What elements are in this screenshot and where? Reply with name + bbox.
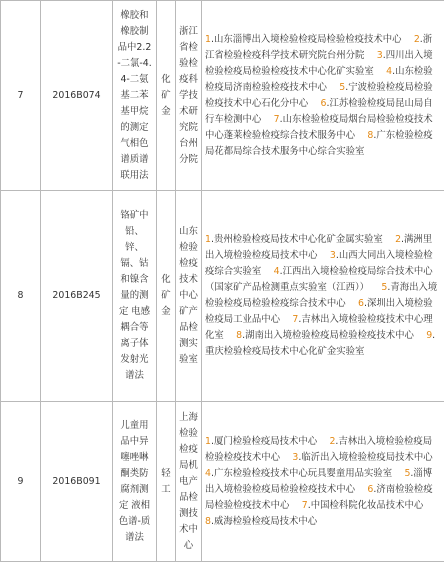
lab-number: 6 — [367, 484, 373, 495]
lab-number: 9 — [426, 330, 432, 341]
lab-name: 广东检验检疫局花都局综合技术服务中心综合实验室 — [205, 130, 433, 157]
lab-name: 广东检验检疫技术中心玩具婴童用品实验室 — [214, 468, 392, 479]
lab-item: 3.山西大同出入境检验检疫综合实验室 — [205, 250, 433, 277]
lead-organization: 上海检验检疫局机电产品检测技术中心 — [176, 402, 202, 562]
row-number: 9 — [1, 402, 41, 562]
lab-item: 1.贵州检验检疫局技术中心化矿金属实验室 — [205, 234, 383, 245]
lab-name: 浙江省检验检疫科学技术研究院台州分院 — [205, 34, 432, 61]
lab-number: 4 — [274, 266, 280, 277]
lab-number: 3 — [377, 50, 383, 61]
lab-name: 吉林出入境检验检疫局检验检疫技术中心 — [205, 436, 432, 463]
lab-item: 8.广东检验检疫局花都局综合技术服务中心综合实验室 — [205, 130, 433, 157]
lab-name: 江苏检验检疫局昆山局自行车检测中心 — [205, 98, 433, 125]
lab-number: 8 — [367, 130, 373, 141]
lab-item: 8.湖南出入境检验检疫局检验检疫技术中心 — [236, 330, 414, 341]
row-number: 8 — [1, 191, 41, 402]
lab-item: 6.江苏检验检疫局昆山局自行车检测中心 — [205, 98, 433, 125]
category: 化矿金 — [157, 191, 176, 402]
project-code: 2016B245 — [41, 191, 113, 402]
lab-number: 5 — [404, 468, 410, 479]
standard-name: 儿童用品中异噻唑啉酮类防腐剂测定 液相色谱-质谱法 — [113, 402, 157, 562]
lab-number: 8 — [236, 330, 242, 341]
participating-labs — [202, 191, 444, 402]
lab-name: 重庆检验检疫局技术中心化矿金实验室 — [205, 346, 364, 357]
lab-number: 3 — [330, 250, 336, 261]
table-row — [1, 1, 444, 191]
lab-item: 5.淄博出入境检验检疫局检验检疫技术中心 — [205, 468, 432, 495]
lab-name: 威海检验检疫局技术中心 — [214, 516, 317, 527]
project-code: 2016B074 — [41, 1, 113, 191]
table-row — [1, 402, 444, 562]
lab-item: 9.重庆检验检疫局技术中心化矿金实验室 — [205, 330, 435, 357]
lab-name: 淄博出入境检验检疫局检验检疫技术中心 — [205, 468, 432, 495]
lab-item: 3.四川出入境检验检疫局检验检疫技术中心化矿实验室 — [205, 50, 433, 77]
lab-number: 1 — [205, 436, 211, 447]
category: 轻工 — [157, 402, 176, 562]
lab-item: 3.临沂出入境检验检疫局技术中心 — [292, 452, 432, 463]
lab-item: 6.济南检验检疫局检验检疫技术中心 — [205, 484, 433, 511]
lab-number: 4 — [386, 66, 392, 77]
lab-item: 2.浙江省检验检疫科学技术研究院台州分院 — [205, 34, 432, 61]
lab-number: 7 — [292, 314, 298, 325]
lab-item: 4.广东检验检疫技术中心玩具婴童用品实验室 — [205, 468, 392, 479]
lab-item: 2.吉林出入境检验检疫局检验检疫技术中心 — [205, 436, 432, 463]
lab-number: 2 — [414, 34, 420, 45]
lab-name: 山西大同出入境检验检疫综合实验室 — [205, 250, 433, 277]
lab-item: 7.吉林出入境检验检疫技术中心理化室 — [205, 314, 433, 341]
lab-item: 2.满洲里出入境检验检疫局技术中心 — [205, 234, 432, 261]
lab-name: 深圳出入境检验检疫局工业品中心 — [205, 298, 433, 325]
lab-name: 吉林出入境检验检疫技术中心理化室 — [205, 314, 433, 341]
lab-name: 青海出入境检验检疫局检验检疫综合技术中心 — [205, 282, 437, 309]
lab-item: 7.中国检科院化妆品技术中心 — [302, 500, 423, 511]
lab-name: 湖南出入境检验检疫局检验检疫技术中心 — [245, 330, 414, 341]
lab-number: 4 — [205, 468, 211, 479]
standard-name: 铬矿中铅、锌、镉、钴和镍含量的测定 电感耦合等离子体发射光谱法 — [113, 191, 157, 402]
project-code: 2016B091 — [41, 402, 113, 562]
participating-labs — [202, 1, 444, 191]
lab-item: 1.厦门检验检疫局技术中心 — [205, 436, 317, 447]
standard-name: 橡胶和橡胶制品中2.2-二氯-4.4-二氨基二苯基甲烷的测定 气相色谱质谱联用法 — [113, 1, 157, 191]
lab-number: 5 — [339, 82, 345, 93]
lab-name: 四川出入境检验检疫局检验检疫技术中心化矿实验室 — [205, 50, 433, 77]
lab-item: 6.深圳出入境检验检疫局工业品中心 — [205, 298, 433, 325]
lab-name: 济南检验检疫局检验检疫技术中心 — [205, 484, 433, 511]
participating-labs — [202, 402, 444, 562]
lab-list — [205, 32, 441, 160]
lab-name: 山东检验检疫局烟台局检验检疫技术中心蓬莱检验检疫综合技术服务中心 — [205, 114, 433, 141]
table-row — [1, 191, 444, 402]
category: 化矿金 — [157, 1, 176, 191]
lab-number: 6 — [321, 98, 327, 109]
lab-name: 厦门检验检疫局技术中心 — [214, 436, 317, 447]
lab-item: 4.山东检验检疫局济南检验检疫技术中心 — [205, 66, 433, 93]
lab-list — [205, 232, 441, 360]
lab-number: 1 — [205, 34, 211, 45]
lab-number: 2 — [395, 234, 401, 245]
lab-item: 5.宁波检验检疫局检验检疫技术中心石化分中心 — [205, 82, 433, 109]
lab-name: 江西出入境检验检疫局综合技术中心（国家矿产品检测重点实验室（江西）） — [205, 266, 433, 293]
row-number: 7 — [1, 1, 41, 191]
lab-list — [205, 434, 441, 530]
lab-name: 山东检验检疫局济南检验检疫技术中心 — [205, 66, 433, 93]
lead-organization: 山东检验检疫技术中心矿产品检测实验室 — [176, 191, 202, 402]
lab-name: 贵州检验检疫局技术中心化矿金属实验室 — [214, 234, 383, 245]
lab-number: 3 — [292, 452, 298, 463]
lab-name: 山东淄博出入境检验检疫局检验检疫技术中心 — [214, 34, 402, 45]
lab-item: 8.威海检验检疫局技术中心 — [205, 516, 317, 527]
lab-name: 满洲里出入境检验检疫局技术中心 — [205, 234, 432, 261]
lab-item: 7.山东检验检疫局烟台局检验检疫技术中心蓬莱检验检疫综合技术服务中心 — [205, 114, 433, 141]
lab-number: 7 — [274, 114, 280, 125]
lab-item: 5.青海出入境检验检疫局检验检疫综合技术中心 — [205, 282, 437, 309]
lab-name: 宁波检验检疫局检验检疫技术中心石化分中心 — [205, 82, 433, 109]
lab-item: 4.江西出入境检验检疫局综合技术中心（国家矿产品检测重点实验室（江西）） — [205, 266, 433, 293]
lab-number: 5 — [381, 282, 387, 293]
lab-item: 1.山东淄博出入境检验检疫局检验检疫技术中心 — [205, 34, 401, 45]
lab-number: 6 — [358, 298, 364, 309]
lead-organization: 浙江省检验检疫科学技术研究院台州分院 — [176, 1, 202, 191]
lab-number: 7 — [302, 500, 308, 511]
lab-name: 临沂出入境检验检疫局技术中心 — [301, 452, 432, 463]
lab-number: 1 — [205, 234, 211, 245]
lab-name: 中国检科院化妆品技术中心 — [311, 500, 424, 511]
lab-number: 8 — [205, 516, 211, 527]
lab-number: 2 — [329, 436, 335, 447]
